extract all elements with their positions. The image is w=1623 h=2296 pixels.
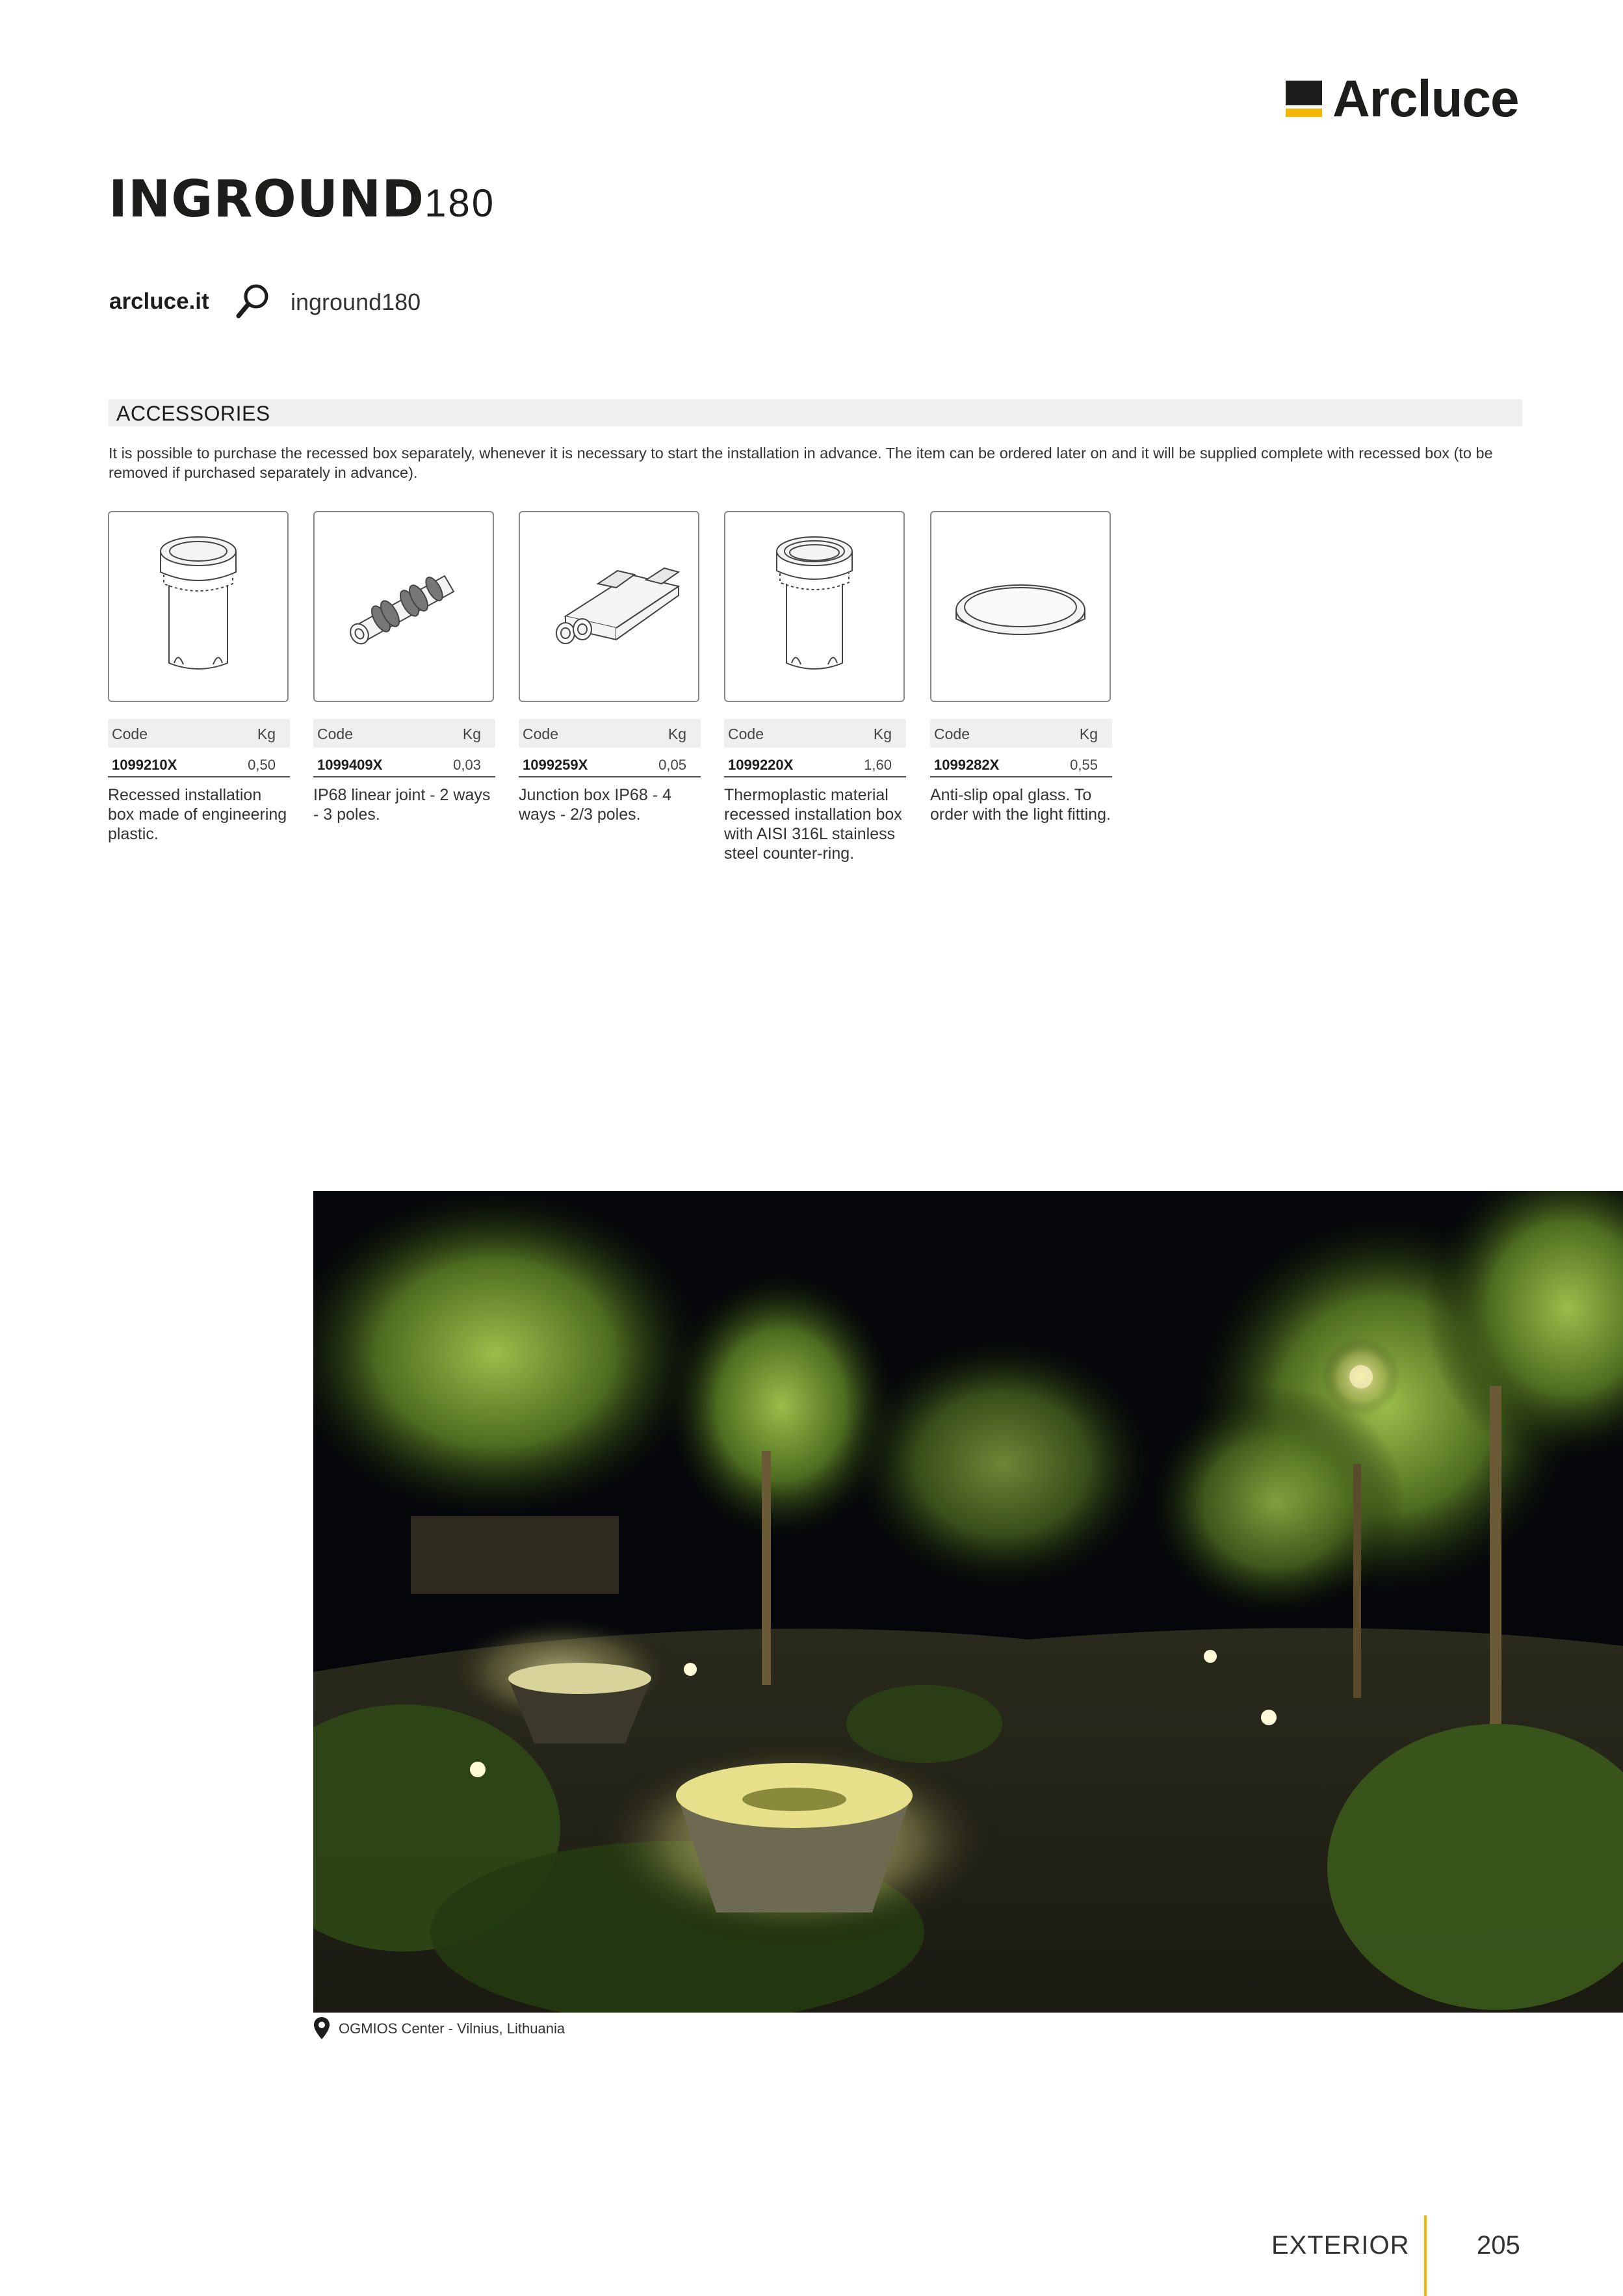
- footer-section-label: EXTERIOR: [1271, 2231, 1410, 2260]
- product-description: IP68 linear joint - 2 ways - 3 poles.: [313, 786, 491, 824]
- product-code: 1099220X: [728, 757, 794, 773]
- search-term: inground180: [291, 289, 421, 315]
- title-main: INGROUND: [109, 170, 425, 229]
- code-row: [313, 748, 495, 777]
- footer-divider: [1424, 2215, 1427, 2296]
- code-header: Code Kg: [724, 719, 906, 748]
- code-row: [519, 748, 701, 777]
- product-description: Recessed installation box made of engineering plastic.: [108, 786, 287, 843]
- opal-glass-image: [930, 511, 1111, 702]
- product-code: 1099210X: [112, 757, 177, 773]
- site-link[interactable]: arcluce.it: [109, 289, 209, 314]
- search-icon: [235, 282, 271, 321]
- product-weight: 0,50: [248, 757, 276, 773]
- location-pin-icon: [313, 2016, 330, 2040]
- product-description: Anti-slip opal glass. To order with the light fitting.: [930, 786, 1111, 824]
- accessories-header-bar: [109, 399, 1522, 426]
- code-row: [930, 748, 1112, 777]
- page-number: 205: [1477, 2231, 1520, 2260]
- accessories-heading: ACCESSORIES: [116, 402, 270, 425]
- product-weight: 0,05: [658, 757, 686, 773]
- recessed-box-image: [108, 511, 289, 702]
- product-code: 1099409X: [317, 757, 383, 773]
- product-weight: 1,60: [864, 757, 892, 773]
- page-title: [109, 170, 496, 229]
- linear-joint-image: [313, 511, 494, 702]
- accessories-description: It is possible to purchase the recessed box separately, whenever it is necessary to start the installation in advance. The item can be ordered later on and it will be supplied complete with recessed box (to be removed if purchased separately in advance).: [109, 445, 1493, 481]
- photo-caption: OGMIOS Center - Vilnius, Lithuania: [339, 2020, 565, 2037]
- code-header: Code Kg: [313, 719, 495, 748]
- product-code: 1099259X: [523, 757, 588, 773]
- product-weight: 0,03: [453, 757, 481, 773]
- code-header: Code Kg: [108, 719, 290, 748]
- code-header: Code Kg: [519, 719, 701, 748]
- junction-box-image: [519, 511, 699, 702]
- logo-text: Arcluce: [1332, 70, 1519, 127]
- code-row: [108, 748, 290, 777]
- logo-mark: [1286, 81, 1322, 117]
- code-header: Code Kg: [930, 719, 1112, 748]
- recessed-box-ring-image: [724, 511, 905, 702]
- code-row: [724, 748, 906, 777]
- brand-logo: [1286, 70, 1519, 127]
- product-description: Thermoplastic material recessed installation box with AISI 316L stainless steel counter-ring.: [724, 786, 902, 863]
- product-weight: 0,55: [1070, 757, 1098, 773]
- product-description: Junction box IP68 - 4 ways - 2/3 poles.: [519, 786, 671, 824]
- product-code: 1099282X: [934, 757, 1000, 773]
- title-suffix: 180: [424, 181, 496, 225]
- installation-photo: [313, 1191, 1623, 2013]
